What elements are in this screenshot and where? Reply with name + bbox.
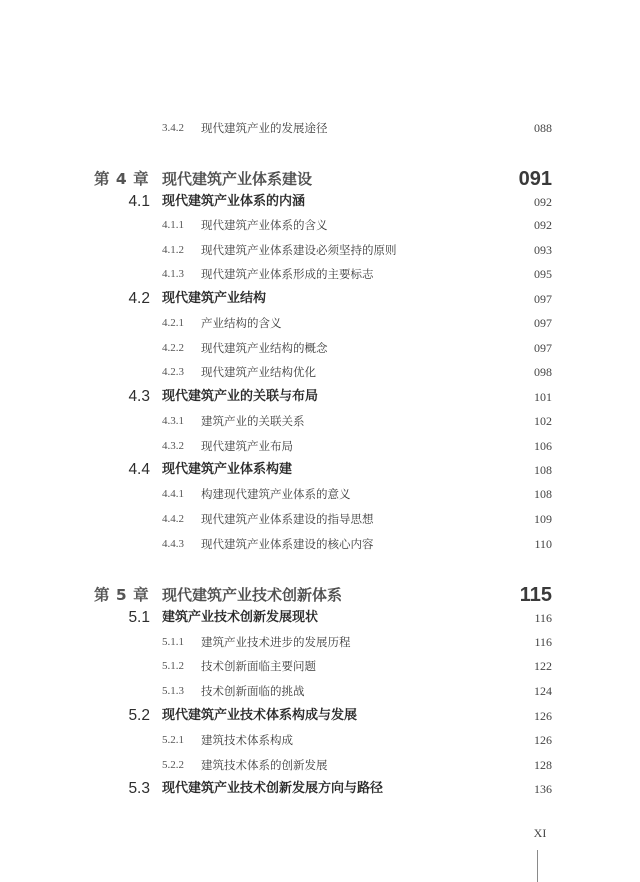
toc-entry-title: 现代建筑产业的关联与布局 [162, 389, 319, 404]
toc-subsection[interactable] [0, 681, 640, 701]
toc-subsection[interactable] [0, 632, 640, 652]
toc-entry-number: 5.3 [128, 780, 150, 797]
toc-entry-number: 5.1 [128, 609, 150, 626]
toc-entry-title: 现代建筑产业体系构建 [162, 462, 293, 477]
toc-entry-number: 4.3 [128, 388, 150, 405]
toc-entry-number: 4.3.2 [162, 440, 184, 452]
toc-entry-page-number: 098 [534, 365, 552, 379]
toc-subsection[interactable] [0, 436, 640, 456]
toc-subsection[interactable] [0, 411, 640, 431]
toc-subsection[interactable] [0, 118, 640, 138]
toc-subsection[interactable] [0, 509, 640, 529]
toc-entry-number: 4.2.2 [162, 342, 184, 354]
toc-entry-page-number: 093 [534, 243, 552, 257]
toc-entry-title: 现代建筑产业技术创新发展方向与路径 [162, 781, 384, 796]
toc-entry-page-number: 088 [534, 121, 552, 135]
toc-subsection[interactable] [0, 338, 640, 358]
toc-entry-title: 现代建筑产业技术体系构成与发展 [162, 708, 358, 723]
toc-entry-title: 建筑技术体系构成 [201, 733, 293, 747]
toc-entry-number: 4.4.1 [162, 488, 184, 500]
toc-subsection[interactable] [0, 264, 640, 284]
toc-entry-number: 4.1 [128, 193, 150, 210]
toc-entry-number: 4.3.1 [162, 415, 184, 427]
toc-entry-title: 现代建筑产业体系形成的主要标志 [201, 267, 374, 281]
toc-entry-title: 技术创新面临的挑战 [201, 684, 305, 698]
toc-entry-number: 5.1.3 [162, 685, 184, 697]
toc-entry-title: 现代建筑产业体系建设的指导思想 [201, 512, 374, 526]
toc-entry-number: 4.4 [128, 461, 150, 478]
toc-entry-page-number: 115 [519, 584, 552, 606]
toc-section[interactable] [0, 191, 640, 213]
toc-subsection[interactable] [0, 313, 640, 333]
toc-entry-title: 现代建筑产业体系的内涵 [162, 194, 306, 209]
toc-entry-title: 现代建筑产业结构的概念 [201, 341, 328, 355]
toc-subsection[interactable] [0, 484, 640, 504]
toc-entry-page-number: 091 [518, 168, 552, 190]
toc-entry-title: 现代建筑产业的发展途径 [201, 121, 328, 135]
toc-subsection[interactable] [0, 755, 640, 775]
toc-chapter[interactable] [0, 166, 640, 192]
toc-entry-title: 现代建筑产业结构 [162, 291, 267, 306]
toc-entry-page-number: 128 [534, 758, 552, 772]
toc-entry-page-number: 126 [534, 709, 552, 723]
folio-rule [537, 850, 538, 882]
toc-entry-page-number: 106 [534, 439, 552, 453]
toc-subsection[interactable] [0, 240, 640, 260]
toc-entry-number: 4.1.2 [162, 244, 184, 256]
toc-entry-title: 建筑产业技术进步的发展历程 [201, 635, 351, 649]
toc-subsection[interactable] [0, 534, 640, 554]
toc-entry-page-number: 110 [534, 537, 552, 551]
toc-entry-page-number: 097 [534, 341, 552, 355]
toc-entry-number: 4.2.3 [162, 366, 184, 378]
toc-entry-title: 建筑产业技术创新发展现状 [162, 610, 319, 625]
toc-entry-number: 5.2 [128, 707, 150, 724]
toc-chapter[interactable] [0, 582, 640, 608]
toc-subsection[interactable] [0, 215, 640, 235]
toc-entry-number: 5.2.2 [162, 759, 184, 771]
toc-entry-title: 建筑产业的关联关系 [201, 414, 305, 428]
toc-entry-title: 现代建筑产业体系建设的核心内容 [201, 537, 374, 551]
toc-entry-page-number: 092 [534, 218, 552, 232]
toc-entry-title: 现代建筑产业体系建设 [162, 170, 313, 188]
toc-entry-title: 现代建筑产业体系的含义 [201, 218, 328, 232]
toc-section[interactable] [0, 778, 640, 800]
toc-entry-title: 产业结构的含义 [201, 316, 282, 330]
toc-subsection[interactable] [0, 730, 640, 750]
toc-subsection[interactable] [0, 362, 640, 382]
toc-entry-page-number: 122 [534, 659, 552, 673]
page-folio: XI [533, 826, 547, 840]
toc-entry-number: 4.4.2 [162, 513, 184, 525]
toc-entry-page-number: 109 [534, 512, 552, 526]
toc-entry-title: 构建现代建筑产业体系的意义 [201, 487, 351, 501]
toc-section[interactable] [0, 459, 640, 481]
toc-entry-number: 4.2.1 [162, 317, 184, 329]
toc-entry-page-number: 108 [534, 487, 552, 501]
toc-subsection[interactable] [0, 656, 640, 676]
toc-entry-number: 4.1.1 [162, 219, 184, 231]
toc-entry-page-number: 097 [534, 292, 552, 306]
toc-entry-number: 第 4 章 [94, 170, 150, 188]
toc-entry-number: 5.1.2 [162, 660, 184, 672]
toc-entry-number: 5.1.1 [162, 636, 184, 648]
toc-entry-title: 建筑技术体系的创新发展 [201, 758, 328, 772]
toc-entry-number: 5.2.1 [162, 734, 184, 746]
toc-entry-page-number: 116 [534, 635, 552, 649]
toc-section[interactable] [0, 288, 640, 310]
toc-section[interactable] [0, 386, 640, 408]
toc-entry-page-number: 108 [534, 463, 552, 477]
toc-entry-number: 4.2 [128, 290, 150, 307]
toc-entry-page-number: 092 [534, 195, 552, 209]
toc-entry-page-number: 102 [534, 414, 552, 428]
toc-section[interactable] [0, 607, 640, 629]
toc-entry-page-number: 126 [534, 733, 552, 747]
toc-entry-title: 技术创新面临主要问题 [201, 659, 316, 673]
toc-section[interactable] [0, 705, 640, 727]
toc-entry-number: 4.4.3 [162, 538, 184, 550]
toc-entry-title: 现代建筑产业体系建设必须坚持的原则 [201, 243, 397, 257]
toc-entry-number: 3.4.2 [162, 122, 184, 134]
toc-entry-page-number: 101 [534, 390, 552, 404]
toc-entry-page-number: 124 [534, 684, 552, 698]
toc-entry-title: 现代建筑产业技术创新体系 [162, 586, 343, 604]
toc-entry-page-number: 097 [534, 316, 552, 330]
toc-entry-page-number: 136 [534, 782, 552, 796]
toc-entry-page-number: 116 [534, 611, 552, 625]
toc-entry-number: 4.1.3 [162, 268, 184, 280]
toc-entry-title: 现代建筑产业结构优化 [201, 365, 316, 379]
toc-entry-page-number: 095 [534, 267, 552, 281]
toc-entry-number: 第 5 章 [94, 586, 150, 604]
toc-entry-title: 现代建筑产业布局 [201, 439, 293, 453]
